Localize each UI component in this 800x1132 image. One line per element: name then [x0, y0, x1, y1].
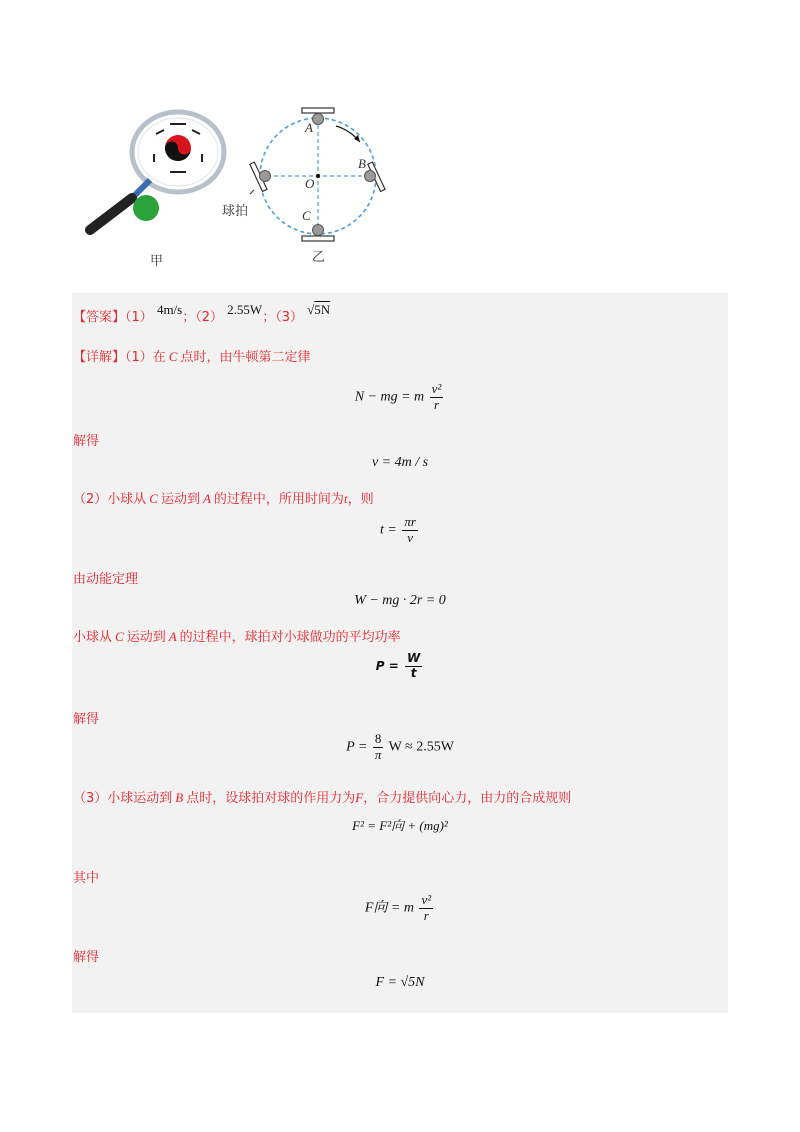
detail-line-3: [73, 626, 401, 645]
answer-part3-label: （3）: [275, 310, 303, 325]
equation-4: W − mg · 2r = 0: [354, 593, 446, 608]
answer-part1-label: （1）: [125, 310, 153, 325]
eq5-num: W: [406, 651, 421, 665]
solve-1: 解得: [73, 434, 100, 449]
eq3-num: πr: [404, 514, 416, 529]
eq8-num: v²: [421, 892, 432, 907]
answer-root-sign: √: [307, 302, 315, 317]
label-racket: 球拍: [222, 204, 249, 219]
eq5-fraction: [405, 652, 422, 681]
eq1-num: v²: [431, 381, 442, 396]
detail-s4c: ，合力提供向心力，由力的合成规则: [363, 791, 572, 806]
answer-part2-value: 2.55W: [227, 302, 263, 317]
eq1-left: N − mg = m: [354, 389, 425, 405]
detail-s1a: （1）在: [125, 350, 166, 365]
eq5-den: t: [410, 665, 417, 680]
detail-s3c: 的过程中，球拍对小球做功的平均功率: [179, 630, 401, 645]
answer-sep2: ；: [262, 310, 276, 325]
equation-1: [0, 382, 800, 413]
eq6-left: P =: [346, 739, 368, 755]
eq1-den: r: [433, 396, 439, 412]
label-point-a: A: [305, 120, 313, 135]
figure-area: [70, 100, 430, 275]
equation-6: [0, 732, 800, 763]
theorem-line: 由动能定理: [73, 572, 139, 587]
equation-7: F² = F²向 + (mg)²: [352, 818, 448, 833]
answer-part3-value: [307, 302, 330, 317]
tennis-racket-image: [90, 112, 224, 230]
detail-tag: 【详解】: [73, 350, 126, 365]
solve-2: 解得: [73, 712, 100, 727]
detail-s3a: 小球从: [73, 630, 113, 645]
detail-s2-a: A: [202, 491, 211, 506]
answer-tag: 【答案】: [73, 310, 126, 325]
detail-line-2: [73, 488, 374, 507]
answer-sep1: ；: [182, 310, 196, 325]
equation-5: [0, 652, 800, 681]
circle-diagram: [250, 108, 385, 241]
eq6-right: W ≈ 2.55W: [388, 739, 454, 755]
detail-s3-a: A: [168, 629, 177, 644]
label-point-c: C: [302, 208, 311, 223]
eq8-left: F向 = m: [364, 900, 414, 916]
eq6-fraction: [373, 732, 384, 763]
eq3-fraction: [402, 515, 418, 546]
detail-line-4: [73, 787, 571, 806]
detail-s4-b: B: [175, 790, 184, 805]
equation-8: [0, 893, 800, 924]
detail-s3b: 运动到: [126, 630, 166, 645]
detail-s2b: 运动到: [160, 492, 200, 507]
caption-right: 乙: [312, 250, 326, 265]
answer-part1-value: 4m/s: [156, 302, 183, 317]
detail-line-1: [73, 346, 310, 365]
figure-svg: [70, 100, 430, 275]
detail-s3-c: C: [115, 629, 124, 644]
equation-3: [0, 515, 800, 546]
eq3-den: v: [407, 529, 414, 545]
detail-s1b: 点时，由牛顿第二定律: [180, 350, 311, 365]
eq1-fraction: [430, 382, 444, 413]
label-point-b: B: [358, 156, 366, 171]
label-point-o: O: [305, 176, 315, 191]
detail-s2d: ，则: [347, 492, 374, 507]
detail-s2a: （2）小球从: [73, 492, 147, 507]
detail-s2c: 的过程中，所用时间为: [213, 492, 344, 507]
detail-s2-t: t: [343, 491, 348, 506]
among-line: 其中: [73, 871, 100, 886]
answer-part2-label: （2）: [195, 310, 224, 325]
eq5-left: P =: [375, 658, 399, 673]
detail-s4a: （3）小球运动到: [73, 791, 173, 806]
eq6-den: π: [374, 746, 382, 762]
caption-left: 甲: [150, 254, 164, 269]
equation-2: v = 4m / s: [371, 455, 429, 470]
solve-3: 解得: [73, 950, 100, 965]
detail-s2-c: C: [149, 491, 158, 506]
answer-part3-number: 5N: [314, 302, 331, 317]
detail-s4-f: F: [355, 790, 364, 805]
eq3-left: t =: [380, 522, 397, 538]
eq8-den: r: [423, 907, 429, 923]
eq8-fraction: [419, 893, 433, 924]
equation-9: F = √5N: [375, 975, 425, 990]
detail-s1-c: C: [168, 349, 178, 364]
detail-s4b: 点时，设球拍对球的作用力为: [186, 791, 356, 806]
answer-line: [73, 302, 331, 325]
eq6-num: 8: [374, 731, 382, 746]
